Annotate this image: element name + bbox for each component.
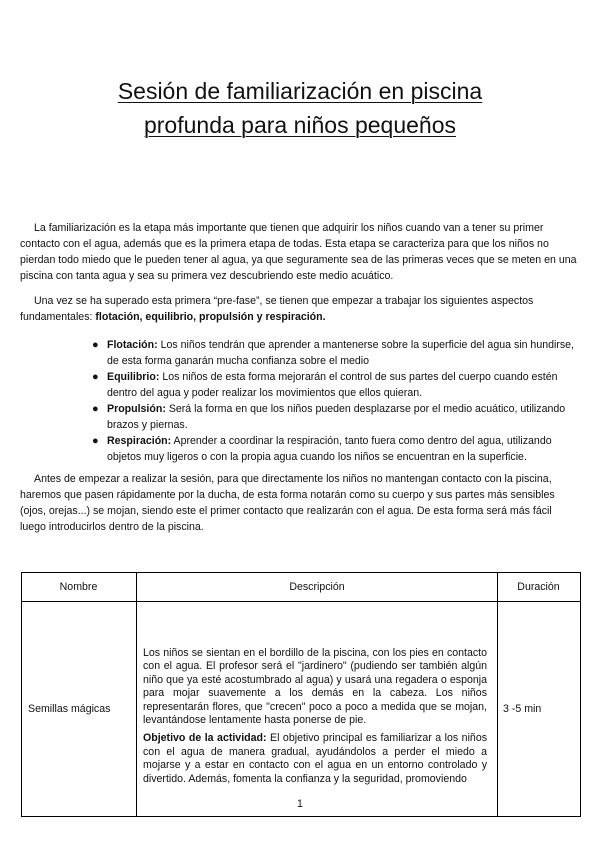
aspects-paragraph (20, 293, 580, 325)
page-number: 1 (297, 798, 303, 810)
bullet-icon: ● (92, 403, 99, 415)
page-title (60, 74, 540, 142)
bullet-term: Flotación: (107, 339, 158, 351)
table-header-row (22, 573, 581, 602)
aspects-text: Una vez se ha superado esta primera “pre-fase”, se tienen que empezar a trabajar los siguientes aspectos fundamentales: (20, 295, 534, 323)
bullet-term: Propulsión: (107, 403, 166, 415)
bullet-icon: ● (92, 371, 99, 383)
shower-paragraph: Antes de empezar a realizar la sesión, para que directamente los niños no mantengan contacto con la piscina, haremos que pasen rápidamente por la ducha, de esta forma notarán como su cuerpo y sus partes más sensibles (ojos, orejas...) se mojan, siendo este el primer contacto que realizarán con el agua. De esta forma será más fácil luego introducirlos dentro de la piscina. (20, 473, 555, 533)
table-row (22, 602, 581, 817)
list-item (92, 337, 582, 369)
bullet-text: Los niños de esta forma mejorarán el control de sus partes del cuerpo cuando estén dentro del agua y poder realizar los movimientos que ellos quieran. (107, 371, 558, 399)
header-nombre: Nombre (22, 573, 137, 602)
bullet-text: Los niños tendrán que aprender a mantenerse sobre la superficie del agua sin hundirse, de esta forma ganarán mucha confianza sobre el medio (107, 339, 575, 367)
list-item (92, 401, 582, 433)
header-descripcion: Descripción (137, 573, 498, 602)
bullet-text: Aprender a coordinar la respiración, tanto fuera como dentro del agua, utilizando objetos muy ligeros o con la propia agua cuando los niños se encuentran en la superficie. (107, 435, 552, 463)
bullet-term: Respiración: (107, 435, 172, 447)
activity-table (21, 572, 581, 817)
title-line-2: profunda para niños pequeños (143, 112, 457, 138)
objective-paragraph (143, 732, 487, 786)
bullet-icon: ● (92, 339, 99, 351)
bullet-text: Será la forma en que los niños pueden desplazarse por el medio acuático, utilizando brazos y piernas. (107, 403, 566, 431)
intro-paragraph: La familiarización es la etapa más importante que tienen que adquirir los niños cuando van a tener su primer contacto con el agua, además que es la primera etapa de todas. Esta etapa se caracteriza para que los niños no pierdan todo miedo que le pueden tener al agua, ya que seguramente sea de las primeras veces que se meten en una piscina con tanta agua y sea su primera vez descubriendo este medio acuático. (20, 222, 577, 282)
activity-duration: 3 -5 min (498, 602, 581, 817)
title-line-1: Sesión de familiarización en piscina (117, 78, 483, 104)
description-text: Los niños se sientan en el bordillo de la piscina, con los pies en contacto con el agua. El profesor será el "jardinero" (pudiendo ser también algún niño que ya esté acostumbrado al agua) y usará una regadera o esponja para mojar suavemente a los demás en la cabeza. Los niños representarán flores, que "crecen" poco a poco a medida que se mojan, levantándose lentamente hasta ponerse de pie. (143, 647, 487, 727)
objective-text: El objetivo principal es familiarizar a los niños con el agua de manera gradual, ayudándolos a perder el miedo a mojarse y a estar en contacto con el agua en un entorno controlado y divertido. Además, fomenta la confianza y la seguridad, promoviendo (143, 732, 488, 785)
aspects-bold: flotación, equilibrio, propulsión y respiración. (95, 311, 326, 323)
activity-name: Semillas mágicas (22, 602, 137, 817)
activity-description (137, 602, 498, 817)
bullet-term: Equilibrio: (107, 371, 160, 383)
list-item (92, 433, 582, 465)
bullet-icon: ● (92, 435, 99, 447)
aspects-list (92, 337, 582, 465)
list-item (92, 369, 582, 401)
header-duracion: Duración (498, 573, 581, 602)
objective-label: Objetivo de la actividad: (143, 732, 267, 745)
